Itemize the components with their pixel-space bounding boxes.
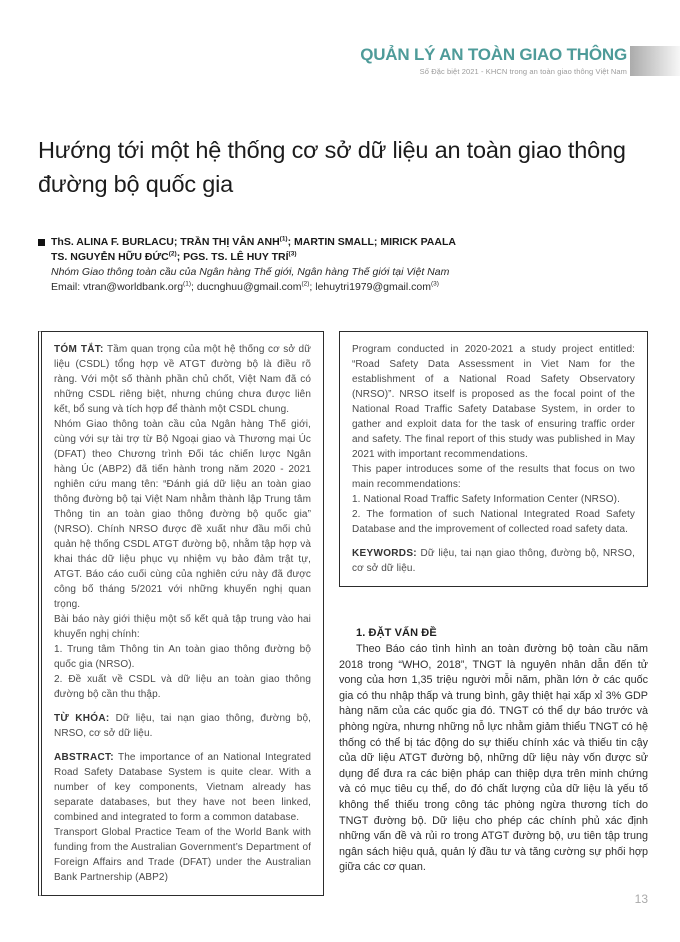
english-item-1: 1. National Road Traffic Safety Information Center (NRSO).	[352, 494, 620, 505]
journal-issue-info: Số Đặc biệt 2021 - KHCN trong an toàn giao thông Việt Nam	[419, 67, 627, 76]
tukhoa-paragraph	[54, 711, 311, 741]
author-name-text: TS. NGUYỄN HỮU ĐỨC	[51, 251, 169, 263]
header-gradient-bar	[630, 46, 680, 76]
authors-block	[38, 235, 648, 295]
author-affil-marker: (1)	[279, 235, 288, 243]
email-text: Email: vtran@worldbank.org	[51, 281, 184, 293]
author-name-text: ; PGS. TS. LÊ HUY TRÍ	[176, 251, 289, 263]
tomtat-paragraph	[54, 342, 311, 417]
author-name-text: ; MARTIN SMALL; MIRICK PAALA	[287, 236, 456, 248]
page-number: 13	[634, 892, 648, 906]
tukhoa-label: TỪ KHÓA:	[54, 713, 110, 724]
abstract-vi-paragraph-2: Nhóm Giao thông toàn cầu của Ngân hàng Thế giới, cùng với sự tài trợ từ Bộ Ngoại giao và Thương mại Úc (DFAT) theo Chương trình Đối tác chiến lược Ngân hàng Úc (ABP2) đã tiến hành trong năm 2020 - 2021 nghiên cứu mang tên: “Đánh giá dữ liệu an toàn giao thông đường bộ tại Việt Nam nhằm thành lập Trung tâm Thông tin an toàn giao thông đường bộ quốc gia” (NRSO). Chính NRSO được đề xuất như đầu mối chủ quản hệ thống CSDL ATGT đường bộ, nhằm tập hợp và khai thác dữ liệu phục vụ nhiệm vụ bảo đảm trật tự, ATGT. Báo cáo cuối cùng của nghiên cứu này đã được công bố tháng 5/2021 với những khuyến nghị quan trọng.	[54, 419, 311, 610]
keywords-text: Dữ liệu, tai nạn giao thông, đường bộ, NRSO, cơ sở dữ liệu.	[352, 548, 635, 574]
email-text: ; ducnghuu@gmail.com	[191, 281, 302, 293]
author-affiliation: Nhóm Giao thông toàn cầu của Ngân hàng Thế giới, Ngân hàng Thế giới tại Việt Nam	[51, 266, 450, 278]
abstract-vi-item-1: 1. Trung tâm Thông tin An toàn giao thông đường bộ quốc gia (NRSO).	[54, 644, 311, 670]
email-affil-marker: (1)	[183, 280, 191, 288]
email-affil-marker: (2)	[301, 280, 310, 288]
article-title: Hướng tới một hệ thống cơ sở dữ liệu an toàn giao thông đường bộ quốc gia	[38, 137, 626, 197]
english-paragraph-1: Program conducted in 2020-2021 a study project entitled: “Road Safety Data Assessment in Viet Nam for the establishment of a National Road Safety Observatory (NRSO)”. NRSO itself is proposed as the focal point of the National Road Traffic Safety Database System, in order to gather and exploit data for the task of ensuring traffic order and safety. The final report of this study was published in May 2021 with important recommendations.	[352, 344, 635, 460]
right-column	[339, 331, 648, 896]
tukhoa-text: Dữ liệu, tai nạn giao thông, đường bộ, NRSO, cơ sở dữ liệu.	[54, 713, 312, 739]
author-affil-marker: (2)	[168, 250, 177, 258]
journal-header	[360, 45, 680, 76]
author-name-text: ThS. ALINA F. BURLACU; TRẦN THỊ VÂN ANH	[51, 236, 280, 248]
tomtat-text: Tầm quan trọng của một hệ thống cơ sở dữ liệu (CSDL) tổng hợp về ATGT đường bộ là điều rõ ràng. Với một số thành phần chủ chốt, Việt Nam đã có những CSDL riêng biệt, nhưng chúng chưa được liên kết, bổ sung và tích hợp để thành một CSDL chung.	[54, 344, 311, 415]
english-paragraph-2: This paper introduces some of the results that focus on two main recommendations:	[352, 464, 635, 490]
author-emails	[38, 280, 648, 295]
abstract-vi-item-2: 2. Đề xuất về CSDL và dữ liệu an toàn giao thông đường bộ cần thu thập.	[54, 674, 311, 700]
section-1-heading: 1. ĐẶT VẤN ĐỀ	[356, 627, 437, 639]
email-text: ; lehuytri1979@gmail.com	[309, 281, 431, 293]
abstract-columns	[38, 331, 648, 896]
section-1-paragraph: Theo Báo cáo tình hình an toàn đường bộ toàn cầu năm 2018 trong “WHO, 2018”, TNGT là nguyên nhân dẫn đến tử vong của hơn 1,35 triệu người mỗi năm, phần lớn ở các quốc gia có thu nhập thấp và trung bình, gây thiệt hại xấp xỉ 3% GDP hàng năm của các quốc gia đó. TNGT có thể dự báo trước và phòng ngừa, nhưng những nỗ lực nhằm giảm thiểu TNGT có hệ thống có thể bị tác động do sự thiếu chính xác và thiếu tin cậy của dữ liệu ATGT đường bộ, những dữ liệu này vốn được sử dụng để đưa ra các biện pháp can thiệp dựa trên minh chứng và có mục tiêu cụ thể, do đó chất lượng của dữ liệu là yếu tố không thể thiếu trong công tác phòng ngừa thương tích do TNGT đường bộ. Dữ liệu cho phép các chính phủ xác định những vấn đề và rủi ro trong ATGT đường bộ, ưu tiên tập trung ngân sách hiệu quả, quản lý đầu tư và tăng cường sự phối hợp giữa các cơ quan.	[339, 643, 648, 874]
keywords-paragraph	[352, 546, 635, 576]
vietnamese-abstract-box	[38, 331, 324, 896]
journal-section-title: QUẢN LÝ AN TOÀN GIAO THÔNG	[360, 45, 627, 64]
email-affil-marker: (3)	[430, 280, 439, 288]
author-affil-marker: (3)	[288, 250, 297, 258]
tomtat-label: TÓM TẮT:	[54, 344, 104, 355]
abstract-vi-paragraph-3: Bài báo này giới thiệu một số kết quả tập trung vào hai khuyến nghị chính:	[54, 614, 311, 640]
author-line-2	[38, 250, 648, 265]
author-names-1	[51, 235, 456, 250]
abstract-label: ABSTRACT:	[54, 752, 114, 763]
abstract-en-paragraph	[54, 750, 311, 825]
english-item-2: 2. The formation of such National Integrated Road Safety Database and the improvement of collected road safety data.	[352, 509, 635, 535]
abstract-text: The importance of an National Integrated Road Safety Database System is quite clear. With a number of key components, Vietnam already has separate databases, but they have not been linked, combined and integrated to form a common database.	[54, 752, 311, 823]
left-column	[38, 331, 324, 896]
abstract-en-paragraph-2: Transport Global Practice Team of the World Bank with funding from the Australian Government’s Department of Foreign Affairs and Trade (DFAT) under the Australian Bank Partnership (ABP2)	[54, 827, 311, 883]
author-bullet-icon	[38, 239, 45, 246]
keywords-label: KEYWORDS:	[352, 548, 417, 559]
journal-header-text	[360, 45, 627, 76]
section-1	[339, 627, 648, 876]
author-line-1	[38, 235, 648, 250]
english-abstract-box	[339, 331, 648, 587]
article-content	[38, 133, 648, 896]
